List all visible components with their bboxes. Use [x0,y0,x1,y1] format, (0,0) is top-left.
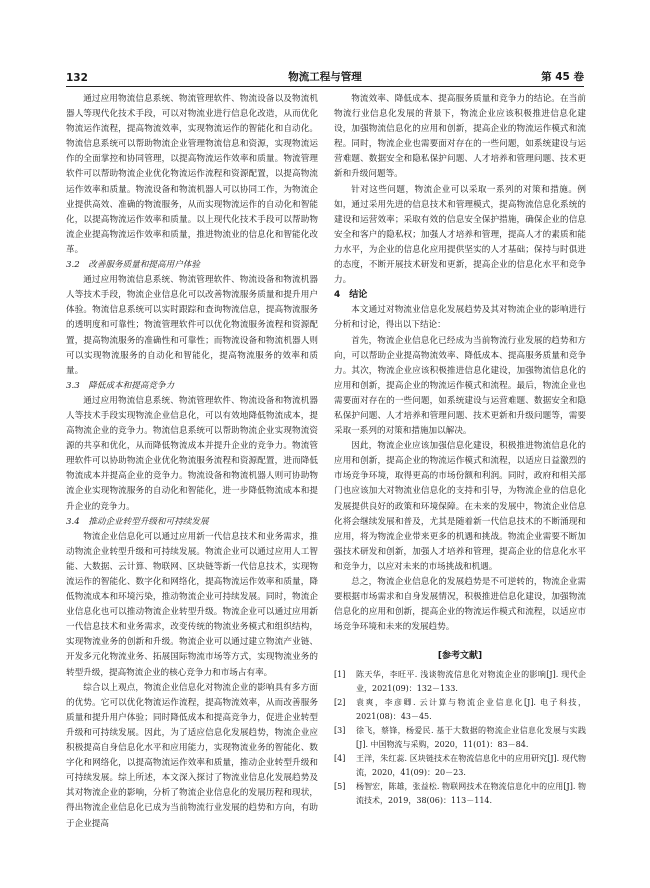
reference-number: [4] [334,754,346,764]
reference-text: 徐飞，蔡锋，杨爱民. 基于大数据的物流企业信息化发展与实践[J]. 中国物流与采购，2020，11(01)：83－84. [356,726,586,750]
body-paragraph: 通过应用物流信息系统、物流管理软件、物流设备和物流机器人等技术手段实现物流企业信息化，可以有效地降低物流成本，提高物流企业的竞争力。物流信息系统可以帮助物流企业实现物流资源的共享和优化，从而降低物流成本并提升企业的竞争力。物流管理软件可以协助物流企业优化物流服务流程和资源配置，进而降低物流成本并提高企业的竞争力。物流设备和物流机器人则可协助物流企业实现物流服务的自动化和智能化，进一步降低物流成本和提升企业的竞争力。 [66,395,318,512]
body-paragraph: 首先，物流企业信息化已经成为当前物流行业发展的趋势和方向，可以帮助企业提高物流效率、降低成本、提高服务质量和竞争力。其次，物流企业应该积极推进信息化建设，加强物流信息化的应用和创新，提高企业的物流运作模式和流程。最后，物流企业也需要面对存在的一些问题，如系统建设与运营难题、数据安全和隐私保护问题、人才培养和管理问题、技术更新和升级问题等，需要采取一系列的对策和措施加以解决。 [334,335,586,437]
reference-number: [2] [334,698,346,708]
journal-title: 物流工程与管理 [288,71,362,83]
body-paragraph: 本文通过对物流业信息化发展趋势及其对物流企业的影响进行分析和讨论，得出以下结论： [334,305,586,331]
reference-text: 王洋，朱红蕊. 区块链技术在物流信息化中的应用研究[J]. 现代物流，2020，41(09)：20－23. [356,754,586,778]
body-paragraph: 因此，物流企业应该加强信息化建设，积极推进物流信息化的应用和创新，提高企业的物流运作模式和流程，以适应日益激烈的市场竞争环境，取得更高的市场份额和利润。同时，政府和相关部门也应该加大对物流业信息化的支持和引导，为物流企业的信息化发展提供良好的政策和环境保障。在未来的发展中，物流企业信息化将会继续发展和普及，尤其是随着新一代信息技术的不断涌现和应用，将为物流企业带来更多的机遇和挑战。物流企业需要不断加强技术研发和创新，加强人才培养和管理，提高企业的信息化水平和竞争力，以应对未来的市场挑战和机遇。 [334,441,586,572]
reference-item [334,668,586,696]
body-paragraph: 综合以上观点，物流企业信息化对物流企业的影响具有多方面的优势。它可以优化物流运作流程，提高物流效率，从而改善服务质量和提升用户体验；同时降低成本和提高竞争力，促进企业转型升级和可持续发展。因此，为了适应信息化发展趋势，物流企业应积极提高自身信息化水平和应用能力，实现物流业务的智能化、数字化和网络化，以提高物流运作效率和质量，推动企业转型升级和可持续发展。综上所述，本文深入探讨了物流业信息化发展趋势及其对物流企业的影响，分析了物流企业信息化的发展历程和现状，得出物流企业信息化已成为当前物流行业发展的趋势和方向，有助于企业提高 [66,682,318,829]
section-heading-3-3: 3.3 降低成本和提高竞争力 [66,380,175,391]
reference-text: 杨智宏，陈雄，张益松. 物联网技术在物流信息化中的应用[J]. 物流技术，2019，38(06)：113－114. [356,782,586,806]
reference-number: [3] [334,726,346,736]
body-paragraph: 物流效率、降低成本、提高服务质量和竞争力的结论。在当前物流行业信息化发展的背景下，物流企业应该积极推进信息化建设，加强物流信息化的应用和创新，提高企业的物流运作模式和流程。同时，物流企业也需要面对存在的一些问题，如系统建设与运营难题、数据安全和隐私保护问题、人才培养和管理问题、技术更新和升级问题等。 [334,94,586,180]
reference-item [334,780,586,808]
reference-item [334,696,586,724]
body-paragraph: 物流企业信息化可以通过应用新一代信息技术和业务需求，推动物流企业转型升级和可持续发展。物流企业可以通过应用人工智能、大数据、云计算、物联网、区块链等新一代信息技术，实现物流运作的智能化、数字化和网络化，提高物流运作效率和质量，降低物流成本和环境污染，推动物流企业可持续发展。同时，物流企业信息化也可以推动物流企业转型升级。物流企业可以通过应用新一代信息技术和业务需求，改变传统的物流业务模式和组织结构，实现物流业务的创新和升级。物流企业可以通过建立物流产业链、开发多元化物流业务、拓展国际物流市场等方式，实现物流业务的转型升级，提高物流企业的核心竞争力和市场占有率。 [66,531,318,678]
reference-list [334,668,586,808]
page-number: 132 [66,72,88,84]
header-divider [66,86,584,87]
reference-text: 陈天华，李旺平. 浅谈物流信息化对物流企业的影响[J]. 现代企业，2021(09)：132－133. [356,670,586,694]
running-header [66,66,584,84]
section-heading-3-2: 3.2 改善服务质量和提高用户体验 [66,260,200,271]
references-heading: [参考文献] [437,651,483,662]
reference-number: [1] [334,670,346,680]
left-column [66,92,318,832]
reference-item [334,724,586,752]
body-paragraph: 针对这些问题，物流企业可以采取一系列的对策和措施。例如，通过采用先进的信息技术和管理模式，提高物流信息化系统的建设和运营效率；采取有效的信息安全保护措施，确保企业的信息安全和客户的隐私权；加强人才培养和管理，提高人才的素质和能力水平，为企业的信息化应用提供坚实的人才基础；保持与时俱进的态度，不断开展技术研发和更新，提高企业的信息化水平和竞争力。 [334,184,586,286]
section-heading-3-4: 3.4 推动企业转型升级和可持续发展 [66,516,209,527]
right-column [334,92,586,808]
reference-number: [5] [334,782,346,792]
reference-text: 袁爽，李彦卿. 云计算与物流企业信息化[J]. 电子科技，2021(08)：43－45. [356,698,586,722]
section-heading-conclusion: 4 结论 [334,290,368,301]
body-paragraph: 总之，物流企业信息化的发展趋势是不可逆转的，物流企业需要根据市场需求和自身发展情况，积极推进信息化建设，加强物流信息化的应用和创新，提高企业的物流运作模式和流程，以适应市场竞争环境和未来的发展趋势。 [334,577,586,633]
body-paragraph: 通过应用物流信息系统、物流管理软件、物流设备和物流机器人等技术手段，物流企业信息化可以改善物流服务质量和提升用户体验。物流信息系统可以实时跟踪和查询物流信息，提高物流服务的透明度和可靠性；物流管理软件可以优化物流服务流程和资源配置，提高物流服务的准确性和可靠性；而物流设备和物流机器人则可以实现物流服务的自动化和智能化，提高物流服务的效率和质量。 [66,275,318,376]
volume-label: 第 45 卷 [541,71,584,83]
body-paragraph: 通过应用物流信息系统、物流管理软件、物流设备以及物流机器人等现代化技术手段，可以对物流业进行信息化改造，从而优化物流运作流程，提高物流效率，实现物流运作的智能化和自动化。物流信息系统可以帮助物流企业管理物流信息和资源，实现物流运作的全面掌控和协同管理，以提高物流运作效率和质量。物流管理软件可以帮助物流企业优化物流运作流程和资源配置，以提高物流运作效率和质量。物流设备和物流机器人可以协同工作，为物流企业提供高效、准确的物流服务，从而实现物流运作的自动化和智能化，以提高物流运作效率和质量。以上现代化技术手段可以帮助物流企业提高物流运作效率和质量，推进物流业的信息化和智能化改革。 [66,94,318,255]
reference-item [334,752,586,780]
